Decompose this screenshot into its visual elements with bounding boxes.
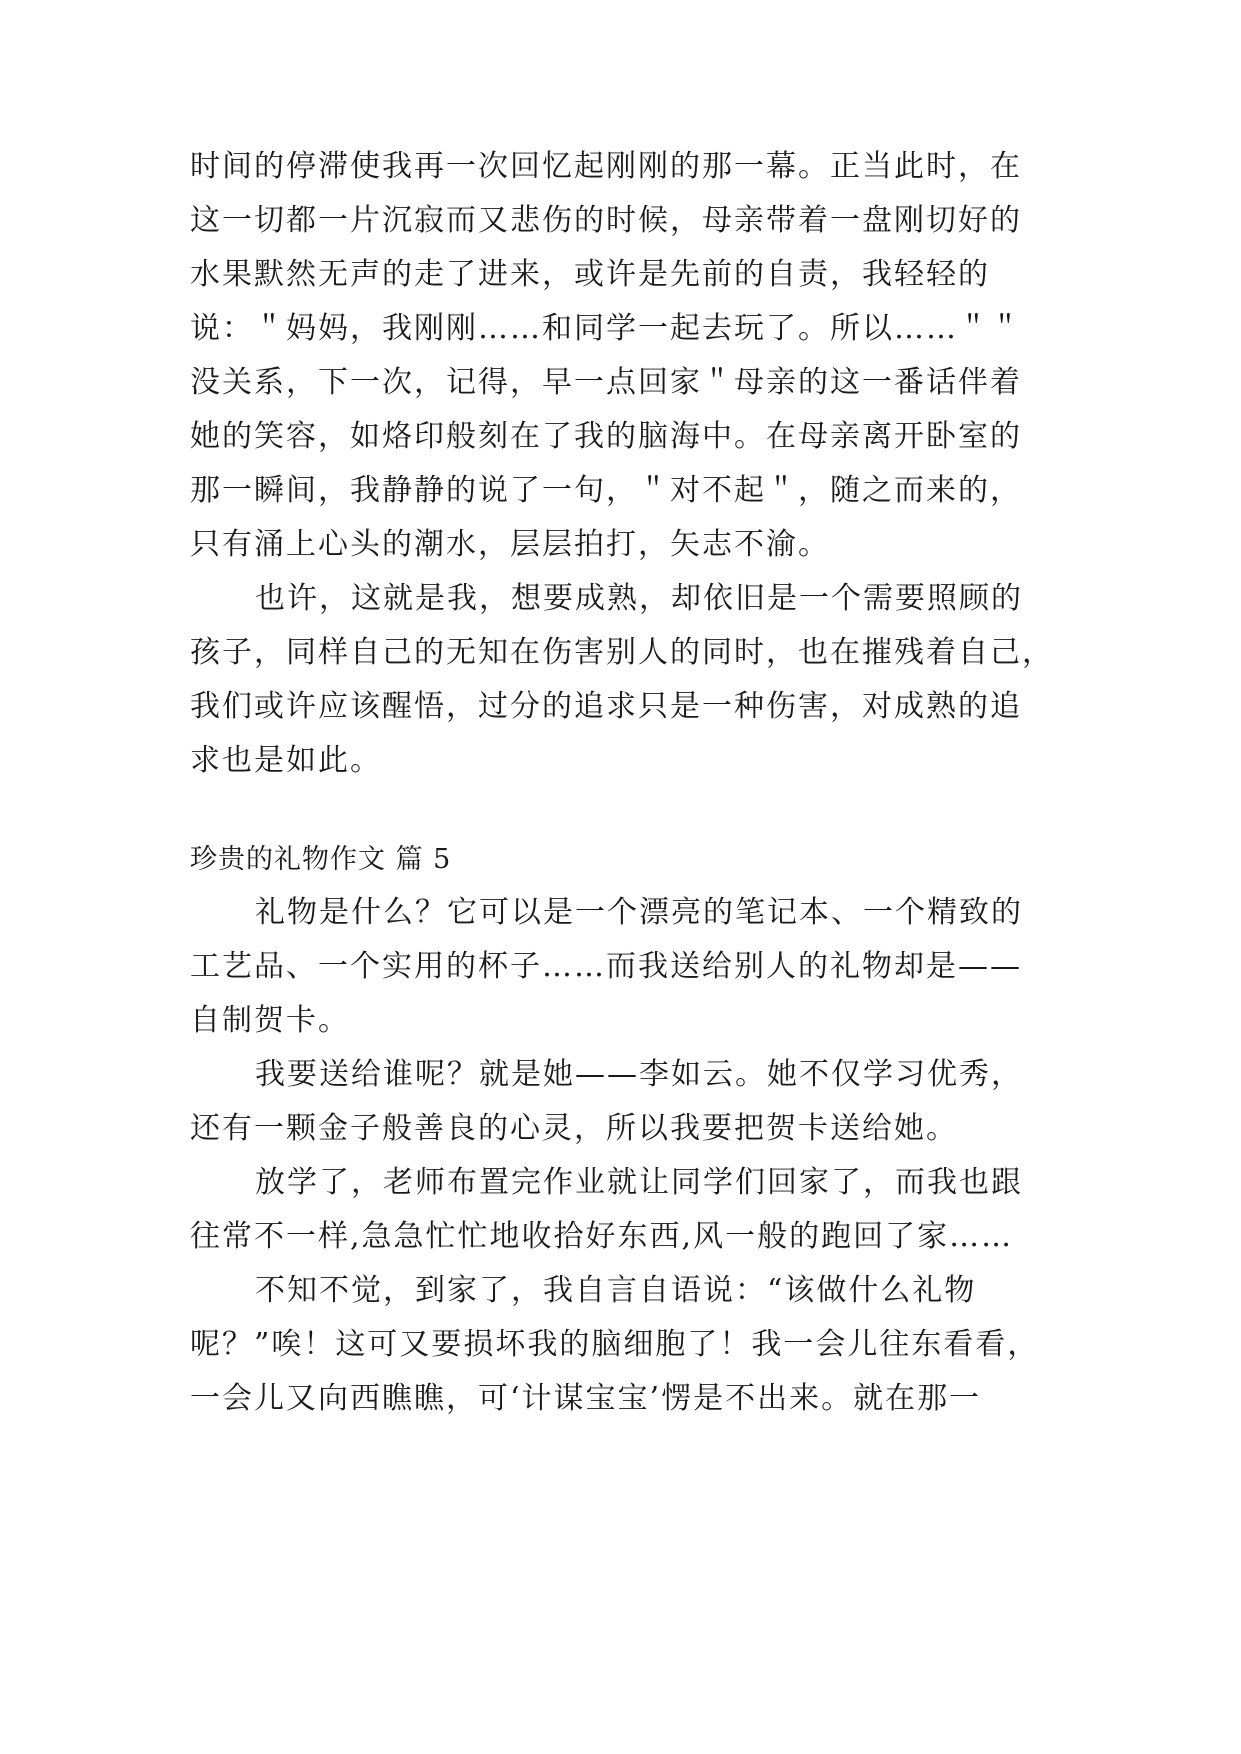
- paragraph-line: 工艺品、一个实用的杯子……而我送给别人的礼物却是——: [190, 949, 1022, 984]
- section-heading: 珍贵的礼物作文 篇 5: [190, 844, 452, 875]
- paragraph-line: 她的笑容，如烙印般刻在了我的脑海中。在母亲离开卧室的: [190, 419, 1022, 454]
- paragraph-line: 没关系，下一次，记得，早一点回家＂母亲的这一番话伴着: [190, 365, 1022, 400]
- paragraph-line: 不知不觉，到家了，我自言自语说：“该做什么礼物: [255, 1273, 977, 1308]
- paragraph-line: 还有一颗金子般善良的心灵，所以我要把贺卡送给她。: [190, 1111, 958, 1146]
- paragraph-line: 水果默然无声的走了进来，或许是先前的自责，我轻轻的: [190, 257, 990, 292]
- paragraph-line: 一会儿又向西瞧瞧，可‘计谋宝宝’愣是不出来。就在那一: [190, 1381, 982, 1416]
- paragraph-line: 孩子，同样自己的无知在伤害别人的同时，也在摧残着自己，: [190, 635, 1054, 670]
- paragraph-line: 也许，这就是我，想要成熟，却依旧是一个需要照顾的: [255, 581, 1023, 616]
- paragraph-line: 只有涌上心头的潮水，层层拍打，矢志不渝。: [190, 527, 830, 562]
- paragraph-line: 那一瞬间，我静静的说了一句，＂对不起＂，随之而来的，: [190, 473, 1022, 508]
- paragraph-line: 往常不一样,急急忙忙地收拾好东西,风一般的跑回了家……: [190, 1219, 1014, 1254]
- paragraph-line: 呢？”唉！这可又要损坏我的脑细胞了！我一会儿往东看看，: [190, 1327, 1040, 1362]
- paragraph-line: 我要送给谁呢？就是她——李如云。她不仅学习优秀，: [255, 1057, 1023, 1092]
- paragraph-line: 这一切都一片沉寂而又悲伤的时候，母亲带着一盘刚切好的: [190, 203, 1022, 238]
- paragraph-line: 礼物是什么？它可以是一个漂亮的笔记本、一个精致的: [255, 895, 1023, 930]
- paragraph-line: 时间的停滞使我再一次回忆起刚刚的那一幕。正当此时，在: [190, 149, 1022, 184]
- paragraph-line: 说：＂妈妈，我刚刚……和同学一起去玩了。所以……＂＂: [190, 311, 1022, 346]
- paragraph-line: 求也是如此。: [190, 743, 382, 778]
- paragraph-line: 放学了，老师布置完作业就让同学们回家了，而我也跟: [255, 1165, 1023, 1200]
- paragraph-line: 我们或许应该醒悟，过分的追求只是一种伤害，对成熟的追: [190, 689, 1022, 724]
- paragraph-line: 自制贺卡。: [190, 1003, 350, 1038]
